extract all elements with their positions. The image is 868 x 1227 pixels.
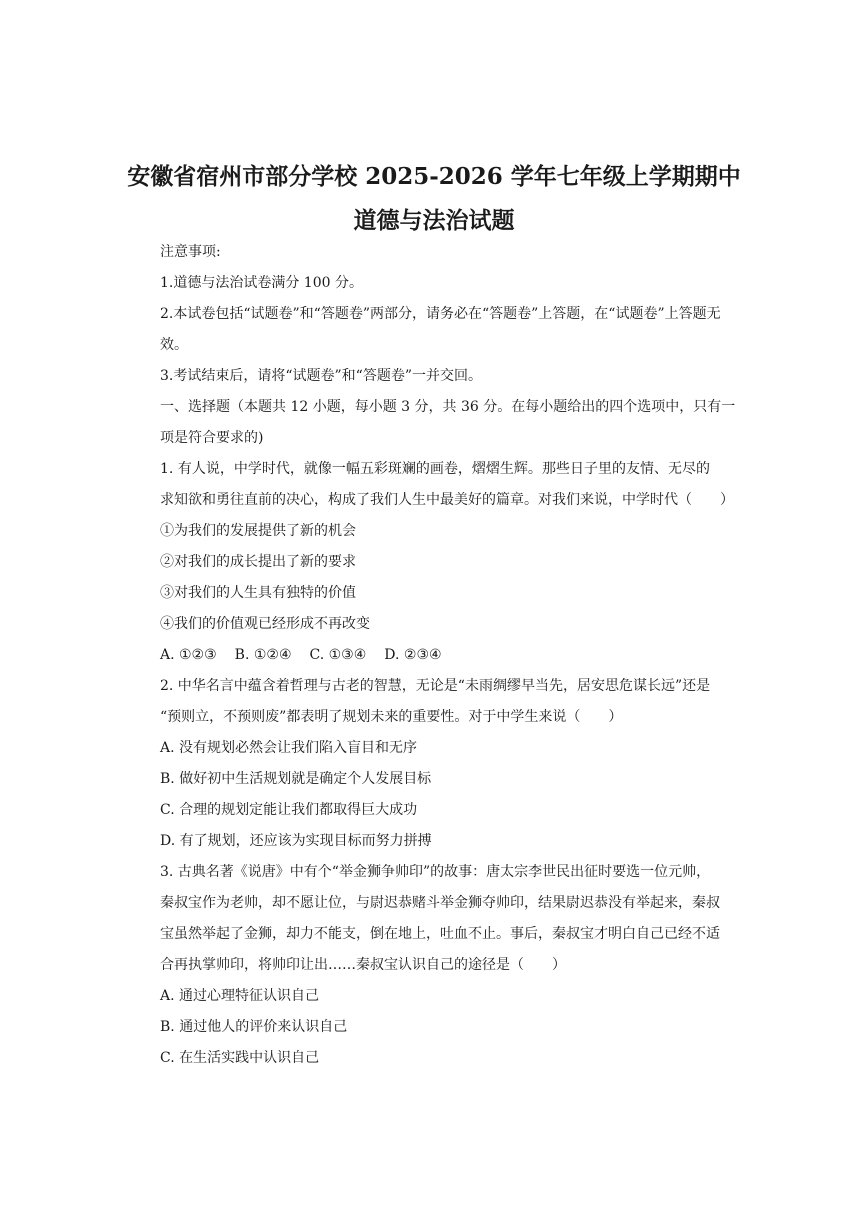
q1-option-d: D. ②③④: [384, 647, 442, 663]
q2-option-b: B. 做好初中生活规划就是确定个人发展目标: [160, 771, 432, 787]
q2-stem-line1: 2. 中华名言中蕴含着哲理与古老的智慧，无论是“未雨绸缪早当先，居安思危谋长远”还是: [160, 678, 711, 694]
q1-stem-line1: 1. 有人说，中学时代，就像一幅五彩斑斓的画卷，熠熠生辉。那些日子里的友情、无尽的: [160, 461, 710, 477]
exam-body: [160, 237, 736, 1074]
exam-title-line2: 道德与法治试题: [353, 207, 515, 234]
q1-option-c: C. ①③④: [309, 647, 367, 663]
notice-item-3: 3.考试结束后，请将“试题卷”和“答题卷”一并交回。: [160, 368, 482, 384]
notice-item-2-line2: 效。: [160, 337, 188, 353]
q1-statement-1: ①为我们的发展提供了新的机会: [160, 523, 356, 539]
q3-stem-line2: 秦叔宝作为老帅，却不愿让位，与尉迟恭赌斗举金狮夺帅印，结果尉迟恭没有举起来，秦叔: [160, 895, 720, 911]
q1-statement-3: ③对我们的人生具有独特的价值: [160, 585, 356, 601]
q2-option-d: D. 有了规划，还应该为实现目标而努力拼搏: [160, 833, 432, 849]
q3-stem-line3: 宝虽然举起了金狮，却力不能支，倒在地上，吐血不止。事后，秦叔宝才明白自己已经不适: [160, 926, 720, 942]
q2-stem-line2: “预则立，不预则废”都表明了规划未来的重要性。对于中学生来说（ ）: [160, 709, 623, 725]
section-intro-line1: 一、选择题（本题共 12 小题，每小题 3 分，共 36 分。在每小题给出的四个选项中，只有一: [160, 399, 736, 415]
q1-options: [160, 640, 710, 671]
notice-item-2-line1: 2.本试卷包括“试题卷”和“答题卷”两部分，请务必在“答题卷”上答题，在“试题卷”上答题无: [160, 306, 721, 322]
q1-stem-line2: 求知欲和勇往直前的决心，构成了我们人生中最美好的篇章。对我们来说，中学时代（ ）: [160, 492, 734, 508]
notice-heading: 注意事项:: [160, 244, 221, 260]
notice-item-1: 1.道德与法治试卷满分 100 分。: [160, 275, 363, 291]
q1-statement-4: ④我们的价值观已经形成不再改变: [160, 616, 370, 632]
q3-stem-line1: 3. 古典名著《说唐》中有个“举金狮争帅印”的故事：唐太宗李世民出征时要选一位元帅，: [160, 864, 711, 880]
q3-option-a: A. 通过心理特征认识自己: [160, 988, 320, 1004]
section-intro-line2: 项是符合要求的): [160, 430, 264, 446]
q1-option-a: A. ①②③: [160, 647, 217, 663]
q2-option-c: C. 合理的规划定能让我们都取得巨大成功: [160, 802, 418, 818]
q2-option-a: A. 没有规划必然会让我们陷入盲目和无序: [160, 740, 418, 756]
q1-option-b: B. ①②④: [234, 647, 292, 663]
q3-stem-line4: 合再执掌帅印，将帅印让出……秦叔宝认识自己的途径是（ ）: [160, 957, 566, 973]
q3-option-b: B. 通过他人的评价来认识自己: [160, 1019, 348, 1035]
q3-option-c: C. 在生活实践中认识自己: [160, 1050, 320, 1066]
q1-statement-2: ②对我们的成长提出了新的要求: [160, 554, 356, 570]
exam-title-line1: 安徽省宿州市部分学校 2025-2026 学年七年级上学期期中: [127, 163, 741, 190]
